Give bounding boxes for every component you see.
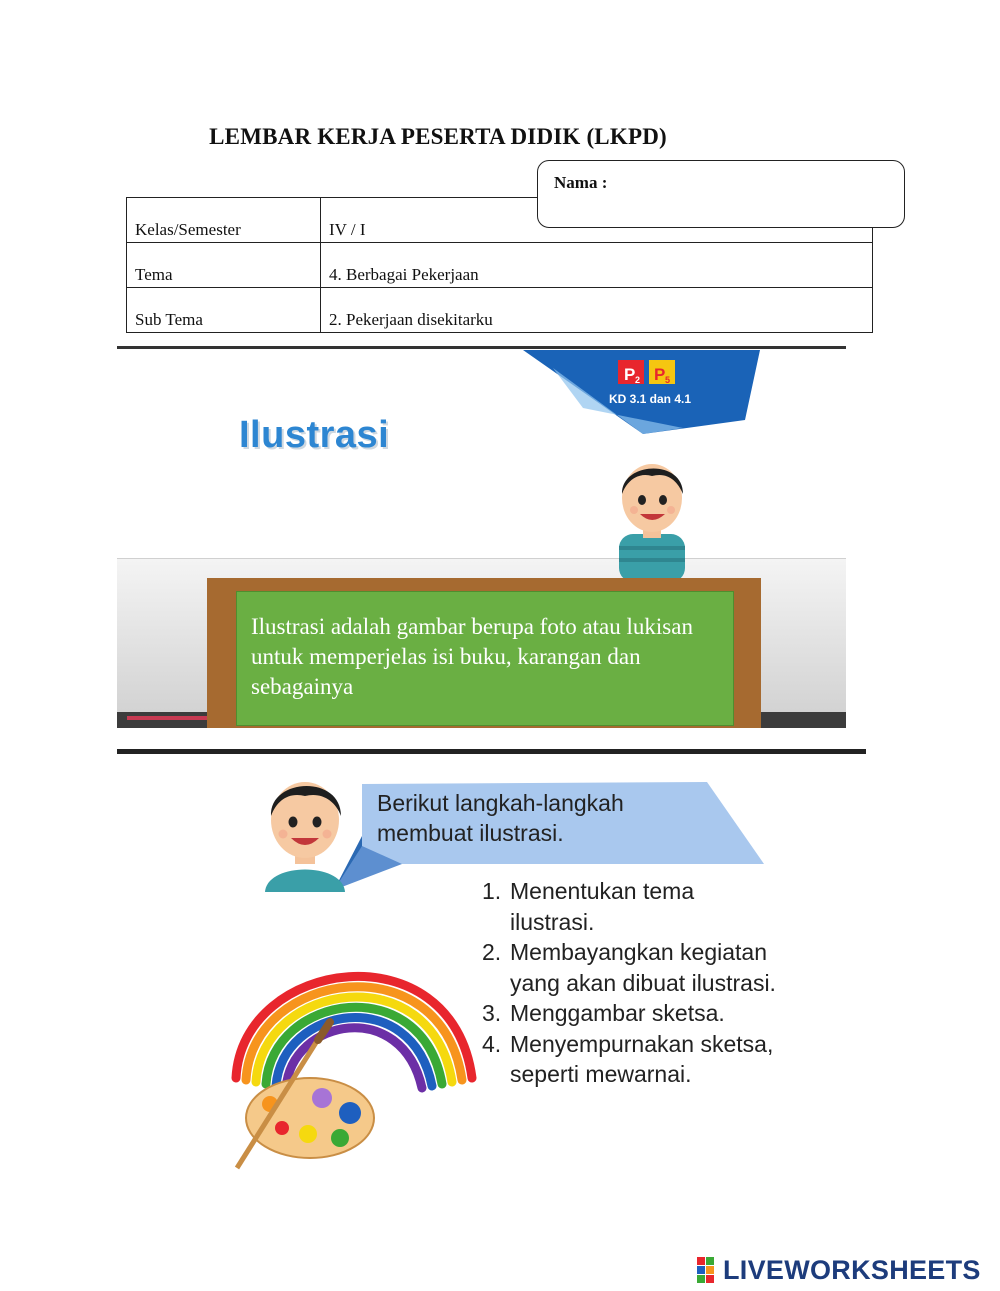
steps-list bbox=[482, 876, 780, 1090]
illustration-slide bbox=[117, 346, 846, 728]
logo-text: LIVEWORKSHEETS bbox=[723, 1254, 981, 1285]
bubble-line-1: Berikut langkah-langkah bbox=[377, 790, 624, 816]
bubble-line-2: membuat ilustrasi. bbox=[377, 820, 564, 846]
boy-character-icon bbox=[607, 442, 697, 582]
badge-p5-label: P bbox=[654, 365, 666, 384]
name-field[interactable] bbox=[537, 160, 905, 228]
step-text: Membayangkan kegiatan yang akan dibuat ilustrasi. bbox=[510, 939, 776, 996]
row-label: Tema bbox=[127, 243, 321, 288]
badge-p2-sub: 2 bbox=[635, 375, 641, 385]
list-item bbox=[482, 1029, 780, 1090]
definition-board bbox=[236, 591, 734, 726]
slide-progress-accent bbox=[127, 716, 219, 720]
kd-ribbon bbox=[523, 348, 760, 434]
row-label: Kelas/Semester bbox=[127, 198, 321, 243]
badge-p2-label: P bbox=[624, 365, 636, 384]
list-item bbox=[482, 998, 780, 1029]
row-value: 2. Pekerjaan disekitarku bbox=[321, 288, 873, 333]
kd-label: KD 3.1 dan 4.1 bbox=[609, 392, 692, 406]
rainbow-palette-icon bbox=[222, 938, 484, 1173]
table-row bbox=[127, 288, 873, 333]
section-divider bbox=[117, 749, 866, 754]
boy-portrait-icon bbox=[255, 762, 355, 892]
bubble-text bbox=[377, 788, 624, 848]
logo-mark-icon bbox=[697, 1257, 723, 1283]
step-text: Menentukan tema ilustrasi. bbox=[510, 878, 695, 935]
step-text: Menyempurnakan sketsa, seperti mewarnai. bbox=[510, 1030, 774, 1087]
page-title: LEMBAR KERJA PESERTA DIDIK (LKPD) bbox=[209, 124, 667, 149]
step-number: 3. bbox=[482, 1000, 502, 1026]
step-number: 4. bbox=[482, 1030, 502, 1057]
table-row bbox=[127, 243, 873, 288]
liveworksheets-logo[interactable] bbox=[697, 1255, 981, 1285]
step-number: 1. bbox=[482, 878, 502, 904]
list-item bbox=[482, 937, 780, 998]
step-text: Menggambar sketsa. bbox=[510, 1000, 725, 1026]
list-item bbox=[482, 876, 780, 937]
step-number: 2. bbox=[482, 939, 502, 965]
name-label: Nama : bbox=[554, 173, 608, 192]
row-value: IV / I bbox=[321, 198, 873, 243]
row-label: Sub Tema bbox=[127, 288, 321, 333]
row-value: 4. Berbagai Pekerjaan bbox=[321, 243, 873, 288]
badge-p5-sub: 5 bbox=[665, 375, 671, 385]
slide-heading: Ilustrasi bbox=[239, 414, 390, 456]
definition-text: Ilustrasi adalah gambar berupa foto atau lukisan untuk memperjelas isi buku, karangan dan sebagainya bbox=[251, 614, 693, 699]
